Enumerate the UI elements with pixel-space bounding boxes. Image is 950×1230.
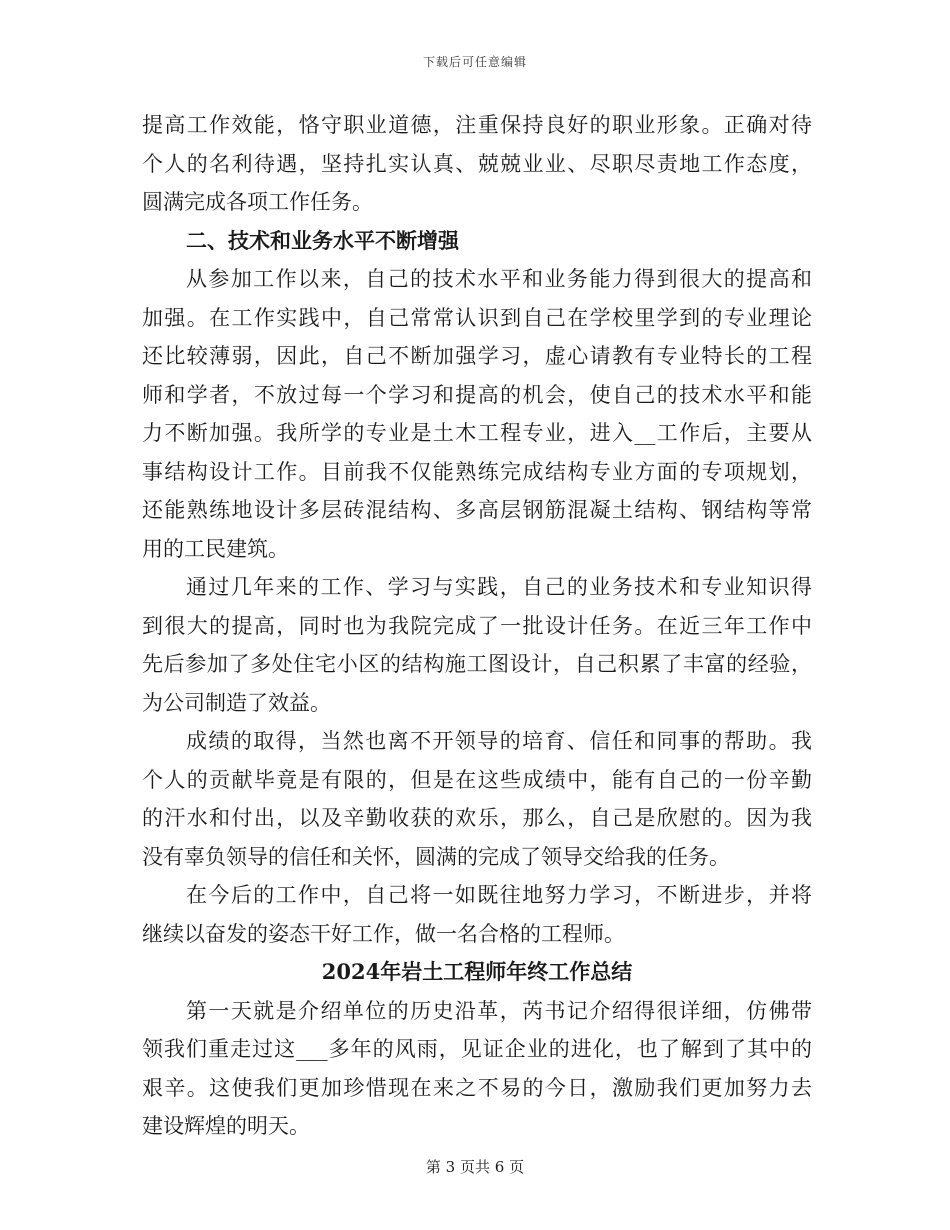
body-text-line: 建设辉煌的明天。 [142,1114,310,1138]
body-text-line: 在今后的工作中，自己将一如既往地努力学习，不断进步，并将 [186,883,812,907]
body-text-line: 个人的贡献毕竟是有限的，但是在这些成绩中，能有自己的一份辛勤 [142,767,812,792]
body-text-line: 领我们重走过这___多年的风雨，见证企业的进化，也了解到了其中的 [142,1037,812,1061]
body-text-line: 加强。在工作实践中，自己常常认识到自己在学校里学到的专业理论 [142,305,812,330]
body-text-line: 事结构设计工作。目前我不仅能熟练完成结构专业方面的专项规划， [142,459,812,484]
page-header: 下载后可任意编辑 [422,55,527,69]
body-text-line: 艰辛。这使我们更加珍惜现在来之不易的今日，激励我们更加努力去 [142,1075,812,1100]
body-text-line: 师和学者，不放过每一个学习和提高的机会，使自己的技术水平和能 [142,382,812,407]
body-text-line: 还能熟练地设计多层砖混结构、多高层钢筋混凝土结构、钢结构等常 [142,498,812,522]
body-text-line: 通过几年来的工作、学习与实践，自己的业务技术和专业知识得 [186,575,812,599]
body-text-line: 还比较薄弱，因此，自己不断加强学习，虚心请教有专业特长的工程 [142,344,812,368]
body-text-line: 圆满完成各项工作任务。 [142,190,373,214]
body-text-line: 从参加工作以来，自己的技术水平和业务能力得到很大的提高和 [186,267,812,291]
document-title: 2024年岩土工程师年终工作总结 [321,959,633,984]
body-text-line: 的汗水和付出，以及辛勤收获的欢乐，那么，自己是欣慰的。因为我 [142,806,812,830]
body-text-line: 没有辜负领导的信任和关怀，圆满的完成了领导交给我的任务。 [142,844,730,869]
body-text-line: 继续以奋发的姿态干好工作，做一名合格的工程师。 [142,921,625,946]
body-text-line: 成绩的取得，当然也离不开领导的培育、信任和同事的帮助。我 [186,729,812,753]
section-heading: 二、技术和业务水平不断增强 [186,227,459,253]
body-text-line: 提高工作效能，恪守职业道德，注重保持良好的职业形象。正确对待 [142,113,812,137]
body-text-line: 先后参加了多处住宅小区的结构施工图设计，自己积累了丰富的经验， [142,652,812,676]
body-text-line: 为公司制造了效益。 [142,690,331,715]
body-text-line: 用的工民建筑。 [142,536,289,561]
document-body [142,106,812,1146]
body-text-line: 到很大的提高，同时也为我院完成了一批设计任务。在近三年工作中 [142,613,812,638]
body-text-line: 力不断加强。我所学的专业是土木工程专业，进入__工作后，主要从 [142,421,812,445]
body-text-line: 第一天就是介绍单位的历史沿革，芮书记介绍得很详细，仿佛带 [186,998,812,1023]
body-text-line: 个人的名利待遇，坚持扎实认真、兢兢业业、尽职尽责地工作态度， [142,151,812,176]
page-number: 第 3 页共 6 页 [425,1158,525,1176]
